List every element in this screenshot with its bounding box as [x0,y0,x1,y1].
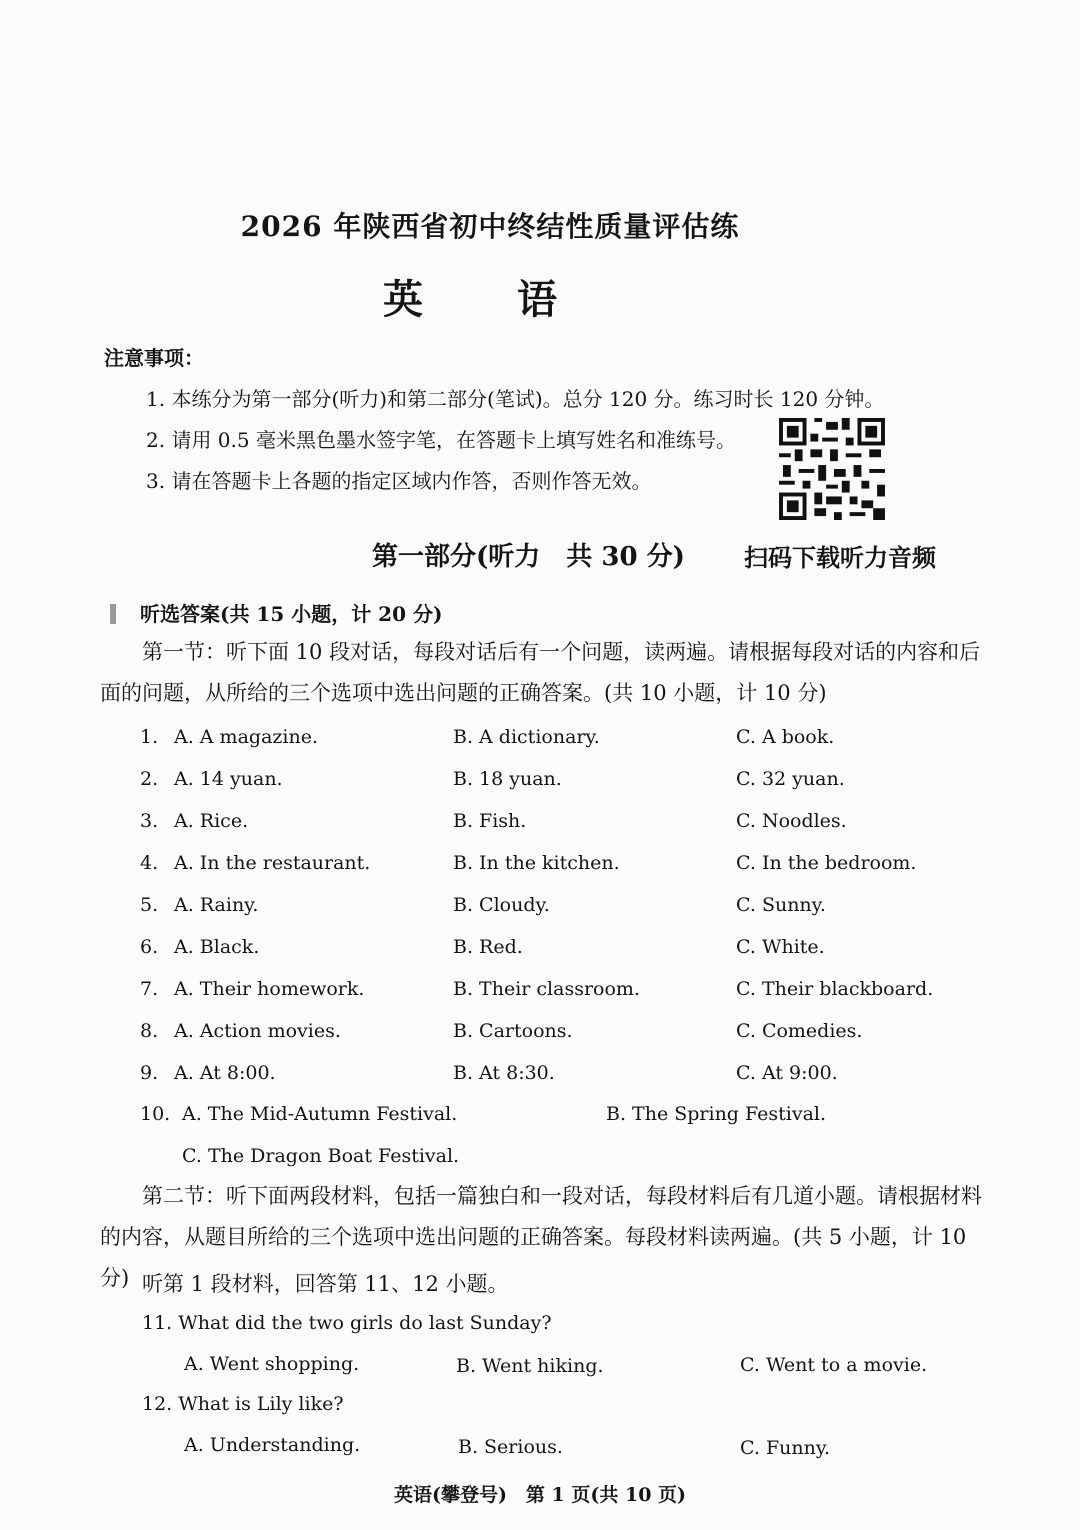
option-c: C. Funny. [740,1437,831,1459]
question-number: 7. [140,978,159,1000]
option-b: B. Serious. [458,1436,563,1458]
question-number: 6. [140,936,159,958]
material-one-instruction: 听第 1 段材料，回答第 11、12 小题。 [142,1272,509,1296]
exam-title: 2026 年陕西省初中终结性质量评估练 [240,210,740,243]
note-item: 1. 本练分为第一部分(听力)和第二部分(笔试)。总分 120 分。练习时长 120 分钟。 [146,387,885,411]
option-a: A. Action movies. [174,1020,341,1042]
option-c: C. At 9:00. [736,1062,838,1084]
option-a: A. Black. [174,936,260,958]
option-a: A. Rainy. [174,894,259,916]
question-stem: 12. What is Lily like? [142,1393,344,1415]
question-number: 9. [140,1062,159,1084]
question-number: 10. [140,1103,171,1125]
question-number: 3. [140,810,159,832]
option-a: A. A magazine. [174,726,319,748]
question-number: 1. [140,726,159,748]
option-b: B. A dictionary. [453,726,600,748]
option-b: B. Went hiking. [456,1355,604,1377]
option-a: A. Understanding. [184,1434,361,1456]
option-b: B. Red. [453,936,523,958]
option-b: B. Fish. [453,810,527,832]
option-a: A. In the restaurant. [174,852,371,874]
option-b: B. 18 yuan. [453,768,562,790]
option-c: C. Comedies. [736,1020,863,1042]
question-number: 2. [140,768,159,790]
option-c: C. White. [736,936,825,958]
option-a: A. Rice. [174,810,249,832]
note-item: 3. 请在答题卡上各题的指定区域内作答，否则作答无效。 [146,469,652,493]
option-b: B. In the kitchen. [453,852,620,874]
option-a: A. Their homework. [174,978,365,1000]
qr-code-icon [778,418,886,520]
option-c: C. A book. [736,726,835,748]
option-c: C. Noodles. [736,810,847,832]
option-b: B. The Spring Festival. [606,1103,827,1125]
option-b: B. Cartoons. [453,1020,573,1042]
section-two-instruction: 第二节：听下面两段材料，包括一篇独白和一段对话，每段材料后有几道小题。请根据材料的内容，从题目所给的三个选项中选出问题的正确答案。每段材料读两遍。(共 5 小题，计 10 分) [100,1184,982,1290]
question-number: 4. [140,852,159,874]
notes-heading: 注意事项： [104,346,204,370]
part-one-title: 第一部分(听力 共 30 分) [372,542,685,572]
option-c: C. The Dragon Boat Festival. [182,1145,460,1167]
qr-caption: 扫码下载听力音频 [744,543,936,572]
option-c: C. In the bedroom. [736,852,917,874]
section-heading-text: 听选答案(共 15 小题，计 20 分) [140,602,443,626]
section-marker [110,604,116,624]
question-stem: 11. What did the two girls do last Sunday? [142,1312,552,1334]
section-one-instruction: 第一节：听下面 10 段对话，每段对话后有一个问题，读两遍。请根据每段对话的内容和后面的问题，从所给的三个选项中选出问题的正确答案。(共 10 小题，计 10 分) [100,640,981,705]
note-item: 2. 请用 0.5 毫米黑色墨水签字笔，在答题卡上填写姓名和准练号。 [146,428,736,452]
question-number: 8. [140,1020,159,1042]
subject-title: 英 语 [383,276,597,323]
option-a: A. The Mid-Autumn Festival. [182,1103,458,1125]
option-c: C. Went to a movie. [740,1354,928,1376]
option-c: C. 32 yuan. [736,768,845,790]
option-b: B. At 8:30. [453,1062,555,1084]
option-a: A. 14 yuan. [174,768,283,790]
page-footer: 英语(攀登号) 第 1 页(共 10 页) [393,1484,687,1506]
section-heading [110,598,442,627]
question-number: 5. [140,894,159,916]
option-c: C. Their blackboard. [736,978,934,1000]
option-b: B. Cloudy. [453,894,550,916]
option-b: B. Their classroom. [453,978,640,1000]
option-a: A. Went shopping. [184,1353,360,1375]
option-a: A. At 8:00. [174,1062,276,1084]
option-c: C. Sunny. [736,894,826,916]
